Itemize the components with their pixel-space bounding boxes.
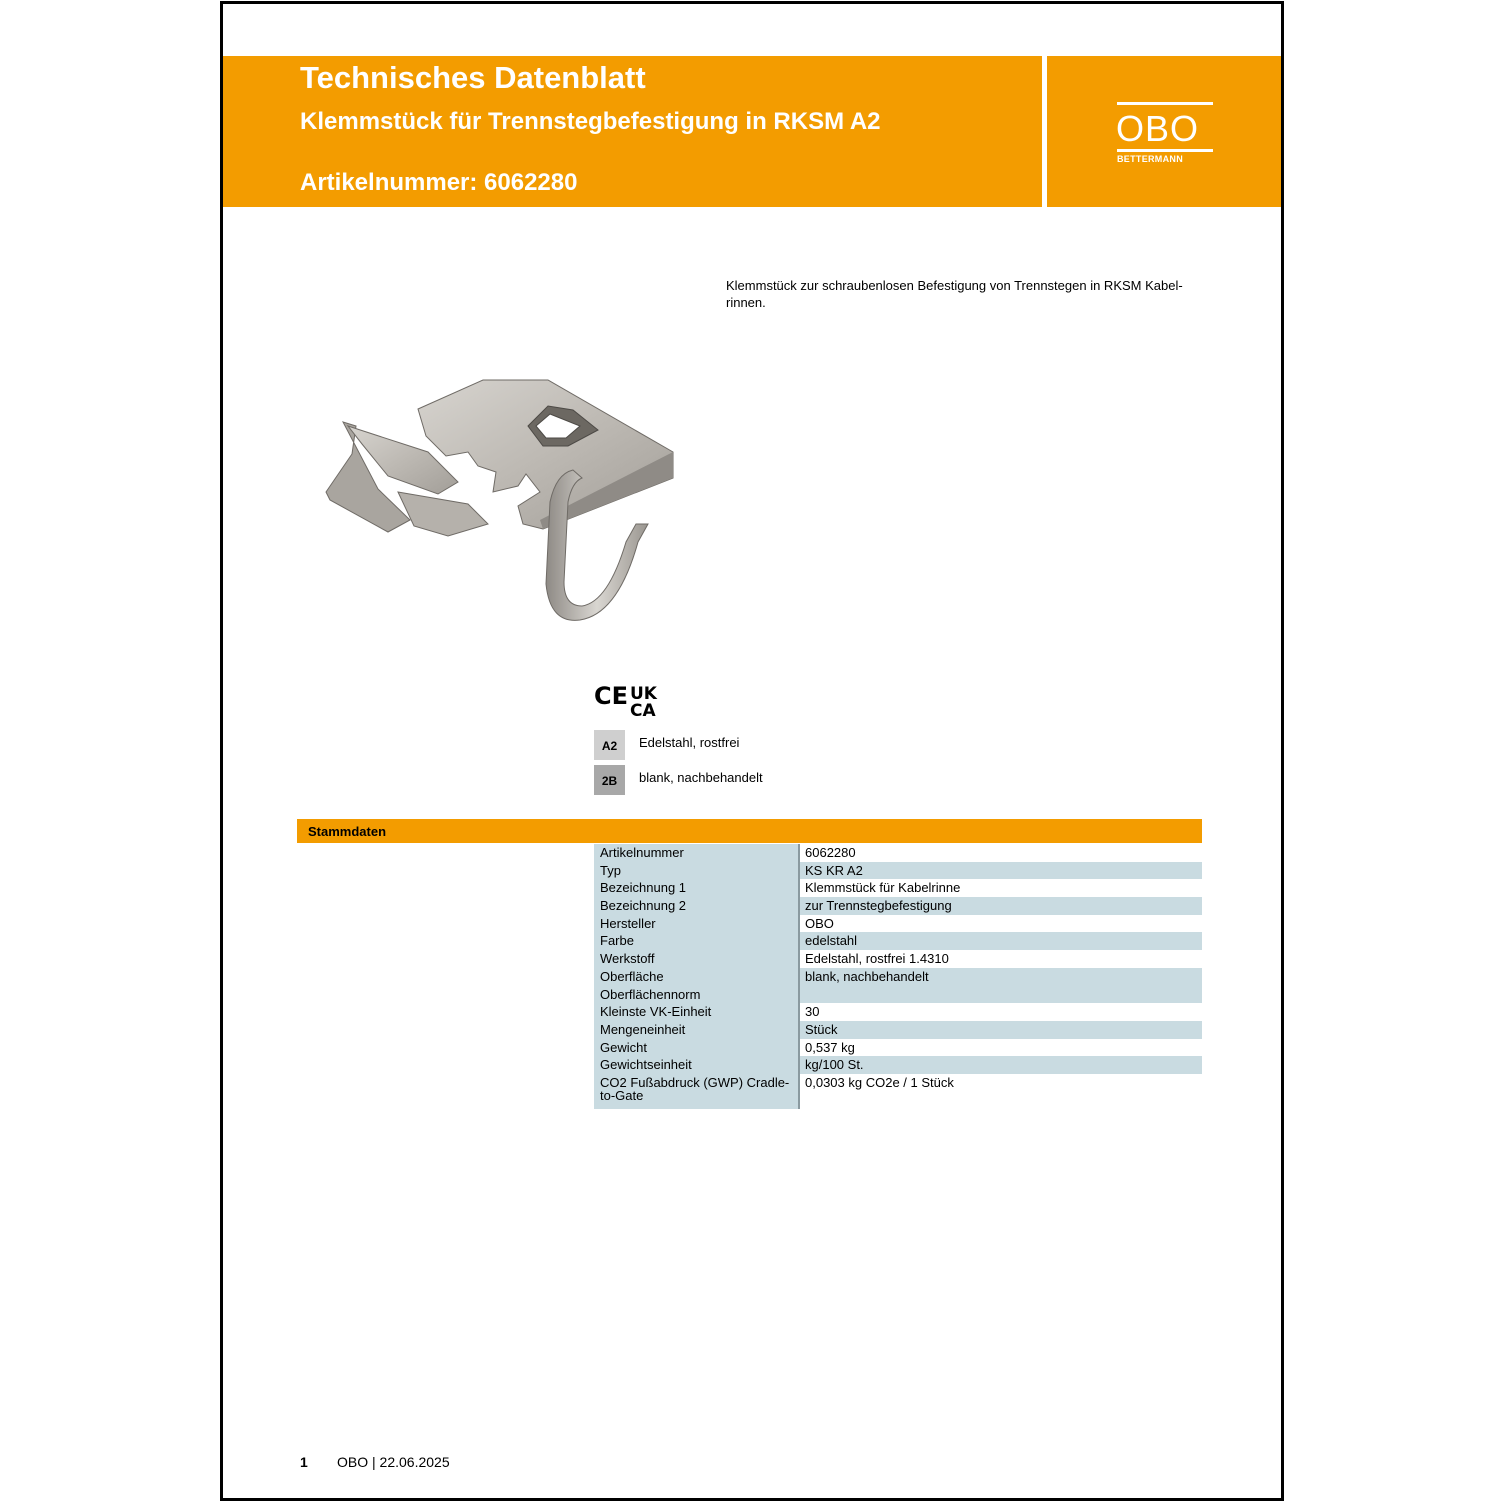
- table-row: [594, 968, 1202, 1003]
- table-row: [594, 1003, 1202, 1021]
- row-value: edelstahl: [800, 932, 1202, 950]
- row-key: Mengeneinheit: [594, 1021, 800, 1039]
- table-row: [594, 862, 1202, 880]
- table-row: [594, 950, 1202, 968]
- row-value: OBO: [805, 915, 834, 931]
- page-footer: [300, 1454, 450, 1470]
- row-key-line-2: Oberflächennorm: [600, 986, 701, 1002]
- row-value: KS KR A2: [800, 862, 1202, 880]
- section-title: Stammdaten: [308, 824, 387, 839]
- datasheet-page: [220, 1, 1284, 1501]
- obo-logo: [1117, 102, 1217, 166]
- page-title: Technisches Datenblatt: [300, 60, 646, 95]
- row-key: [594, 968, 800, 1003]
- master-data-table: [594, 844, 1202, 1109]
- description-line-1: Klemmstück zur schraubenlosen Befestigung von Trennstegen in RKSM Kabel-: [726, 278, 1183, 293]
- table-row: [594, 844, 1202, 862]
- material-row-a2: [594, 730, 894, 762]
- product-subtitle: Klemmstück für Trennstegbefestigung in RKSM A2: [300, 108, 881, 135]
- row-value: Edelstahl, rostfrei 1.4310: [805, 951, 949, 967]
- section-header-stammdaten: [297, 819, 1202, 843]
- table-row: [594, 879, 1202, 897]
- page-number: 1: [300, 1454, 308, 1470]
- table-row: [594, 1039, 1202, 1057]
- material-badge-a2: A2: [594, 730, 625, 760]
- logo-bar-top: [1117, 102, 1213, 105]
- row-key: Bezeichnung 2: [594, 897, 800, 915]
- row-key: [594, 1074, 800, 1109]
- ce-mark: CE: [594, 682, 629, 710]
- header-divider: [1042, 56, 1047, 207]
- row-value: Klemmstück für Kabelrinne: [805, 880, 961, 896]
- ukca-mark-bottom: CA: [630, 701, 656, 720]
- row-key: Hersteller: [594, 915, 800, 933]
- row-value: 30: [805, 1004, 820, 1020]
- material-badge-2b: 2B: [594, 765, 625, 795]
- row-key: Typ: [594, 862, 800, 880]
- header-banner: [223, 56, 1281, 207]
- row-key-line-1: CO2 Fußabdruck (GWP) Cradle-: [600, 1074, 790, 1090]
- logo-subtext: BETTERMANN: [1117, 154, 1183, 164]
- row-key: Artikelnummer: [594, 844, 800, 862]
- ukca-mark-top: UK: [630, 684, 657, 704]
- table-row: [594, 1056, 1202, 1074]
- logo-text: OBO: [1116, 108, 1200, 149]
- description-line-2: rinnen.: [726, 295, 766, 310]
- certification-marks: [594, 680, 664, 720]
- material-row-2b: [594, 765, 894, 797]
- product-image: [318, 374, 688, 634]
- table-row: [594, 932, 1202, 950]
- article-number-heading: Artikelnummer: 6062280: [300, 169, 578, 196]
- table-row: [594, 1021, 1202, 1039]
- row-value: 6062280: [805, 845, 856, 860]
- row-key: Farbe: [594, 932, 800, 950]
- row-key: Gewichtseinheit: [594, 1056, 800, 1074]
- material-label-2b: blank, nachbehandelt: [639, 770, 763, 785]
- table-row: [594, 915, 1202, 933]
- row-key: Bezeichnung 1: [594, 879, 800, 897]
- row-value: 0,0303 kg CO2e / 1 Stück: [805, 1074, 954, 1090]
- row-value: kg/100 St.: [800, 1056, 1202, 1074]
- logo-bar-bottom: [1117, 149, 1213, 152]
- footer-info: OBO | 22.06.2025: [337, 1454, 450, 1470]
- product-description: [726, 277, 1206, 311]
- row-value: zur Trennstegbefestigung: [800, 897, 1202, 915]
- row-key: Gewicht: [594, 1039, 800, 1057]
- row-key-line-2: to-Gate: [600, 1087, 644, 1103]
- row-value: 0,537 kg: [805, 1039, 855, 1055]
- table-row: [594, 1074, 1202, 1109]
- row-key: Kleinste VK-Einheit: [594, 1003, 800, 1021]
- table-row: [594, 897, 1202, 915]
- row-value: blank, nachbehandelt: [800, 968, 1202, 1003]
- row-key-line-1: Oberfläche: [600, 968, 664, 984]
- row-value: Stück: [800, 1021, 1202, 1039]
- material-label-a2: Edelstahl, rostfrei: [639, 735, 740, 750]
- row-key: Werkstoff: [594, 950, 800, 968]
